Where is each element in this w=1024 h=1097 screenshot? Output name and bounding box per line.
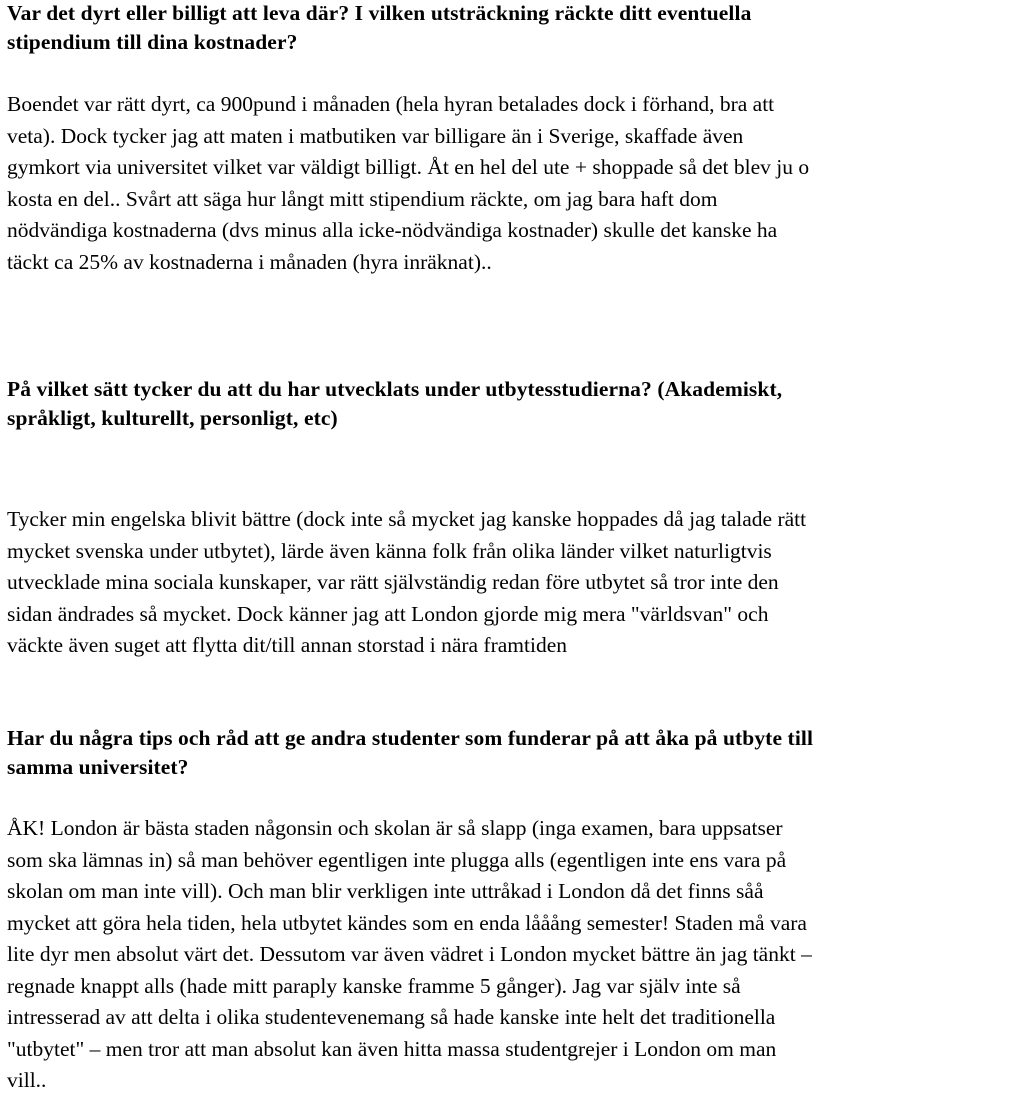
answer-line: täckt ca 25% av kostnaderna i månaden (hyra inräknat).. [7,249,492,274]
question-line: språkligt, kulturellt, personligt, etc) [7,406,338,430]
answer-line: lite dyr men absolut värt det. Dessutom var även vädret i London mycket bättre än jag tänkt – [7,942,812,966]
answer-line: som ska lämnas in) så man behöver egentligen inte plugga alls (egentligen inte ens vara på [7,847,787,872]
question-personal-development [7,375,1024,433]
question-line: samma universitet? [7,755,189,779]
question-line: Var det dyrt eller billigt att leva där? I vilken utsträckning räckte ditt eventuella [7,1,752,25]
question-tips-and-advice [7,724,1024,782]
question-cost-of-living [7,0,1024,57]
answer-line: nödvändiga kostnaderna (dvs minus alla icke-nödvändiga kostnader) skulle det kanske ha [7,218,778,242]
answer-line: sidan ändrades så mycket. Dock känner jag att London gjorde mig mera "världsvan" och [7,601,769,626]
answer-line: Tycker min engelska blivit bättre (dock inte så mycket jag kanske hoppades då jag talade rätt [7,507,807,531]
answer-line: regnade knappt alls (hade mitt paraply kanske framme 5 gånger). Jag var själv inte så [7,973,741,998]
answer-line: ÅK! London är bästa staden någonsin och skolan är så slapp (inga examen, bara uppsatser [7,816,783,840]
answer-line: Boendet var rätt dyrt, ca 900pund i månaden (hela hyran betalades dock i förhand, bra att [7,92,775,116]
answer-line: kosta en del.. Svårt att säga hur långt mitt stipendium räckte, om jag bara haft dom [7,186,718,211]
question-line: stipendium till dina kostnader? [7,30,298,54]
answer-line: mycket svenska under utbytet), lärde även känna folk från olika länder vilket naturligtvis [7,538,772,563]
answer-line: mycket att göra hela tiden, hela utbytet kändes som en enda lååång semester! Staden må vara [7,910,807,935]
answer-line: gymkort via universitet vilket var väldigt billigt. Åt en hel del ute + shoppade så det blev ju o [7,155,810,179]
question-line: På vilket sätt tycker du att du har utvecklats under utbytesstudierna? (Akademiskt, [7,377,783,401]
answer-line: skolan om man inte vill). Och man blir verkligen inte uttråkad i London då det finns såå [7,879,764,903]
answer-line: väckte även suget att flytta dit/till annan storstad i nära framtiden [7,633,568,657]
answer-line: veta). Dock tycker jag att maten i matbutiken var billigare än i Sverige, skaffade även [7,123,744,148]
answer-cost-of-living [7,89,1024,278]
answer-line: "utbytet" – men tror att man absolut kan även hitta massa studentgrejer i London om man [7,1036,777,1061]
answer-line: vill.. [7,1068,47,1092]
answer-line: utvecklade mina sociala kunskaper, var rätt självständig redan före utbytet så tror inte den [7,570,779,594]
answer-line: intresserad av att delta i olika studentevenemang så hade kanske inte helt det traditionella [7,1005,776,1029]
question-line: Har du några tips och råd att ge andra studenter som funderar på att åka på utbyte till [7,726,814,750]
answer-personal-development [7,504,1024,662]
answer-tips-and-advice [7,813,1024,1097]
